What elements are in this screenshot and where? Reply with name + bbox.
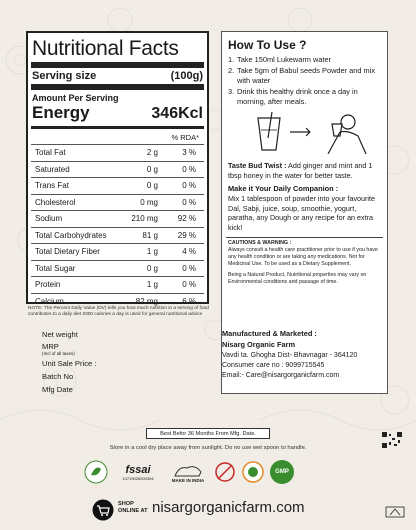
gmp-logo bbox=[270, 460, 294, 484]
step-text: Take 5gm of Babul seeds Powder and mix with water bbox=[237, 66, 376, 85]
nutrient-qty: 81 g bbox=[142, 230, 158, 240]
consumer-care: Consumer care no : 9099715545 bbox=[222, 362, 325, 369]
manufacturer-email: Email:- Care@nisargorganicfarm.com bbox=[222, 372, 340, 379]
how-to-use-title: How To Use ? bbox=[228, 38, 307, 52]
step-number: 1. bbox=[228, 55, 235, 64]
steps-list bbox=[222, 55, 387, 107]
nutrient-name: Cholesterol bbox=[35, 197, 76, 207]
nutrient-row bbox=[31, 227, 204, 244]
storage-instructions: Store in a cool dry place away from sunlight. Do no use wet spoon to handle. bbox=[109, 445, 307, 451]
lion-icon bbox=[173, 462, 203, 478]
companion-text: Mix 1 tablespoon of powder into your favourite Dal, Sabji, juice, soup, smoothie, yogurt, paratha, any Dough or any recipe for an extra kick! bbox=[228, 194, 376, 232]
net-weight-row bbox=[42, 328, 212, 341]
fssai-text: fssai bbox=[125, 463, 151, 476]
shopping-cart-icon bbox=[92, 499, 114, 521]
nutrient-pct: 92 % bbox=[177, 214, 196, 224]
spoon-icon bbox=[268, 112, 272, 138]
manufacturer-info bbox=[222, 329, 402, 379]
manufacturer-address: Vavdi ta. Ghogha Dist- Bhavnagar - 364120 bbox=[222, 352, 358, 359]
nutrient-name: Total Carbohydrates bbox=[35, 230, 107, 240]
nutrient-qty: 0 mg bbox=[140, 197, 158, 207]
mfg-row bbox=[42, 383, 212, 396]
nutrient-name: Protein bbox=[35, 280, 61, 290]
nutrient-pct: 0 % bbox=[182, 181, 196, 191]
serving-size-value: (100g) bbox=[170, 70, 203, 82]
glass-in-hand-icon bbox=[332, 124, 342, 136]
step-number: 2. bbox=[228, 66, 235, 75]
nutrient-row bbox=[31, 161, 204, 178]
manufacturer-heading: Manufactured & Marketed : bbox=[222, 329, 317, 338]
nutrient-qty: 1 g bbox=[146, 280, 158, 290]
batch-label: Batch No bbox=[42, 372, 74, 381]
nutrient-qty: 0 g bbox=[146, 263, 158, 273]
taste-tip bbox=[222, 161, 387, 180]
energy-label: Energy bbox=[32, 103, 90, 122]
caution-title bbox=[222, 240, 387, 247]
person-head-icon bbox=[341, 115, 355, 129]
arrow-icon bbox=[290, 128, 310, 136]
nutrient-pct: 0 % bbox=[182, 263, 196, 273]
nutrition-facts-panel bbox=[26, 31, 209, 304]
qr-code-icon bbox=[382, 432, 402, 448]
natural-product-text: Being a Natural Product, Nutritional properties may vary on Environmental conditions and passage of time. bbox=[228, 271, 367, 285]
nutrient-qty: 0 g bbox=[146, 181, 158, 191]
organic-leaf-logo bbox=[84, 460, 108, 484]
rda-header: % RDA* bbox=[171, 133, 199, 142]
nutrient-name: Sodium bbox=[35, 214, 63, 224]
nutrient-qty: 82 mg bbox=[135, 296, 158, 306]
divider bbox=[31, 62, 204, 68]
nutrient-name: Trans Fat bbox=[35, 181, 69, 191]
green-veg-mark-icon bbox=[385, 506, 405, 518]
mrp-text: MRP bbox=[42, 342, 59, 351]
taste-text: Add ginger and mint and 1 tbsp honey in the water for better taste. bbox=[228, 161, 373, 180]
step-text: Drink this healthy drink once a day in morning, after meals. bbox=[237, 87, 358, 106]
website-link[interactable]: nisargorganicfarm.com bbox=[152, 499, 305, 516]
nutrient-row bbox=[31, 177, 204, 194]
nutrient-pct: 4 % bbox=[182, 247, 196, 257]
divider bbox=[31, 126, 204, 129]
nutrient-row bbox=[31, 243, 204, 260]
mfg-label: Mfg Date bbox=[42, 385, 73, 394]
fssai-logo bbox=[114, 464, 162, 481]
step-number: 3. bbox=[228, 87, 235, 96]
amount-per-serving-label: Amount Per Serving bbox=[32, 93, 119, 103]
serving-size-label: Serving size bbox=[32, 70, 97, 82]
nutrient-pct: 29 % bbox=[177, 230, 196, 240]
nutrient-row bbox=[31, 210, 204, 227]
drinking-illustration bbox=[228, 110, 383, 154]
nutrient-name: Saturated bbox=[35, 164, 70, 174]
caution-heading: CAUTIONS & WARNING : bbox=[228, 239, 292, 246]
nutrient-row bbox=[31, 260, 204, 277]
manufacturer-name: Nisarg Organic Farm bbox=[222, 340, 296, 349]
online-at-label: ONLINE AT bbox=[118, 508, 148, 514]
nutrient-row bbox=[31, 144, 204, 161]
serving-size-row bbox=[28, 69, 207, 83]
nutrient-qty: 0 g bbox=[146, 164, 158, 174]
nutrient-qty: 1 g bbox=[146, 247, 158, 257]
nutrient-pct: 3 % bbox=[182, 148, 196, 158]
divider bbox=[31, 84, 204, 90]
nutrient-name: Total Sugar bbox=[35, 263, 76, 273]
net-weight-label: Net weight bbox=[42, 330, 78, 339]
best-before-box: Best Befor 36 Months From Mfg. Date. bbox=[146, 428, 270, 439]
ayush-logo bbox=[242, 461, 264, 483]
mrp-label bbox=[42, 342, 122, 356]
nutrient-qty: 210 mg bbox=[131, 214, 158, 224]
nutrient-row bbox=[31, 194, 204, 211]
nutrient-rows bbox=[28, 144, 207, 309]
mrp-row bbox=[42, 341, 212, 357]
step-item bbox=[228, 66, 381, 86]
energy-row bbox=[28, 103, 207, 125]
caution-text: Always consult a health care practitioner prior to use if you have any health condition or are taking any medications. Not for Medicinal Use. To be used as a Dietary Supplement. bbox=[228, 246, 378, 267]
taste-label: Taste Bud Twist : bbox=[228, 161, 287, 170]
make-in-india-text: MAKE IN INDIA bbox=[171, 477, 205, 483]
fssai-number: 10719026000394 bbox=[122, 475, 154, 481]
step-item bbox=[228, 55, 381, 65]
batch-row bbox=[42, 370, 212, 383]
no-plastic-icon bbox=[214, 461, 236, 483]
dv-note: NOTE: The Percent Daily Value (DV) tells you how much nutrition in a serving of food contributes to a daily diet 2000 calories a day is used for general nutritional advice bbox=[28, 306, 209, 318]
nutrient-pct: 0 % bbox=[182, 280, 196, 290]
energy-value: 346Kcl bbox=[151, 105, 203, 122]
divider bbox=[226, 237, 383, 238]
nutrient-name: Calcium bbox=[35, 296, 64, 306]
companion-title: Make it Your Daily Companion : bbox=[228, 184, 339, 194]
nutrient-qty: 2 g bbox=[146, 148, 158, 158]
nutrition-title: Nutritional Facts bbox=[32, 37, 179, 60]
certification-logos bbox=[84, 455, 334, 489]
make-in-india-logo bbox=[168, 462, 208, 483]
nutrient-pct: 6 % bbox=[182, 296, 196, 306]
mrp-sub: (Incl of all taxes) bbox=[42, 351, 75, 356]
nutrient-pct: 0 % bbox=[182, 164, 196, 174]
step-item bbox=[228, 87, 381, 107]
shop-label: SHOP bbox=[118, 501, 134, 507]
unit-price-row bbox=[42, 357, 212, 370]
product-info bbox=[42, 328, 212, 396]
unit-price-label: Unit Sale Price : bbox=[42, 359, 97, 368]
nutrient-name: Total Dietary Fiber bbox=[35, 247, 100, 257]
shop-online-text bbox=[118, 501, 148, 515]
nutrient-name: Total Fat bbox=[35, 148, 66, 158]
gmp-text: GMP bbox=[275, 469, 289, 475]
step-text: Take 150ml Lukewarm water bbox=[237, 55, 332, 64]
nutrient-pct: 0 % bbox=[182, 197, 196, 207]
nutrient-row bbox=[31, 276, 204, 293]
